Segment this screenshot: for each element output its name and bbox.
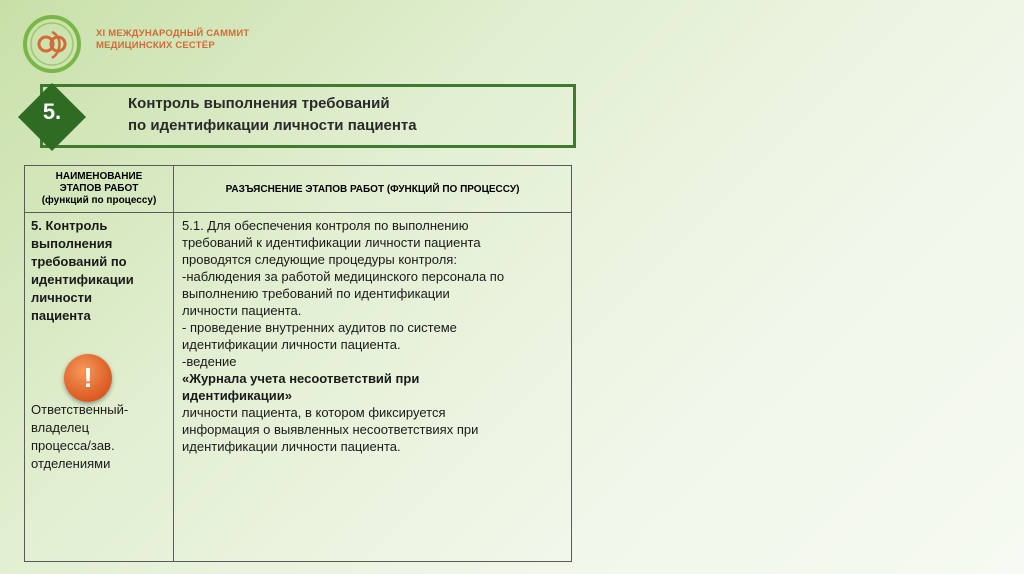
column-header-explanation: РАЗЪЯСНЕНИЕ ЭТАПОВ РАБОТ (ФУНКЦИЙ ПО ПРОЦЕССУ) bbox=[174, 166, 572, 213]
explanation-line: информация о выявленных несоответствиях при bbox=[182, 422, 479, 437]
column-header-stages: НАИМЕНОВАНИЕ ЭТАПОВ РАБОТ (функций по процессу) bbox=[25, 166, 174, 213]
summit-logo-icon bbox=[22, 14, 82, 74]
explanation-line: личности пациента, в котором фиксируется bbox=[182, 405, 446, 420]
responsible-text: Ответственный- владелец процесса/зав. отделениями bbox=[31, 402, 129, 471]
stage-title: 5. Контроль выполнения требований по идентификации личности пациента bbox=[31, 218, 134, 323]
explanation-line: -наблюдения за работой медицинского персонала по bbox=[182, 269, 505, 284]
journal-name-line: идентификации» bbox=[182, 388, 292, 403]
table-header-row bbox=[25, 166, 572, 213]
logo-line-2: МЕДИЦИНСКИХ СЕСТЁР bbox=[96, 40, 215, 51]
title-line-1: Контроль выполнения требований bbox=[128, 95, 390, 112]
section-number: 5. bbox=[42, 99, 62, 124]
logo-text bbox=[96, 28, 249, 52]
warning-icon: ! bbox=[64, 354, 112, 402]
page-title bbox=[128, 93, 417, 137]
title-line-2: по идентификации личности пациента bbox=[128, 117, 417, 134]
explanation-line: личности пациента. bbox=[182, 303, 302, 318]
journal-name-line: «Журнала учета несоответствий при bbox=[182, 371, 420, 386]
explanation-line: - проведение внутренних аудитов по системе bbox=[182, 320, 457, 335]
explanation-line: -ведение bbox=[182, 354, 237, 369]
explanation-line: проводятся следующие процедуры контроля: bbox=[182, 252, 457, 267]
logo-line-1: XI МЕЖДУНАРОДНЫЙ САММИТ bbox=[96, 28, 250, 39]
explanation-line: идентификации личности пациента. bbox=[182, 439, 401, 454]
explanation-cell bbox=[174, 213, 572, 562]
explanation-line: 5.1. Для обеспечения контроля по выполнению bbox=[182, 218, 469, 233]
explanation-line: идентификации личности пациента. bbox=[182, 337, 401, 352]
explanation-line: требований к идентификации личности пациента bbox=[182, 235, 481, 250]
explanation-line: выполнению требований по идентификации bbox=[182, 286, 450, 301]
